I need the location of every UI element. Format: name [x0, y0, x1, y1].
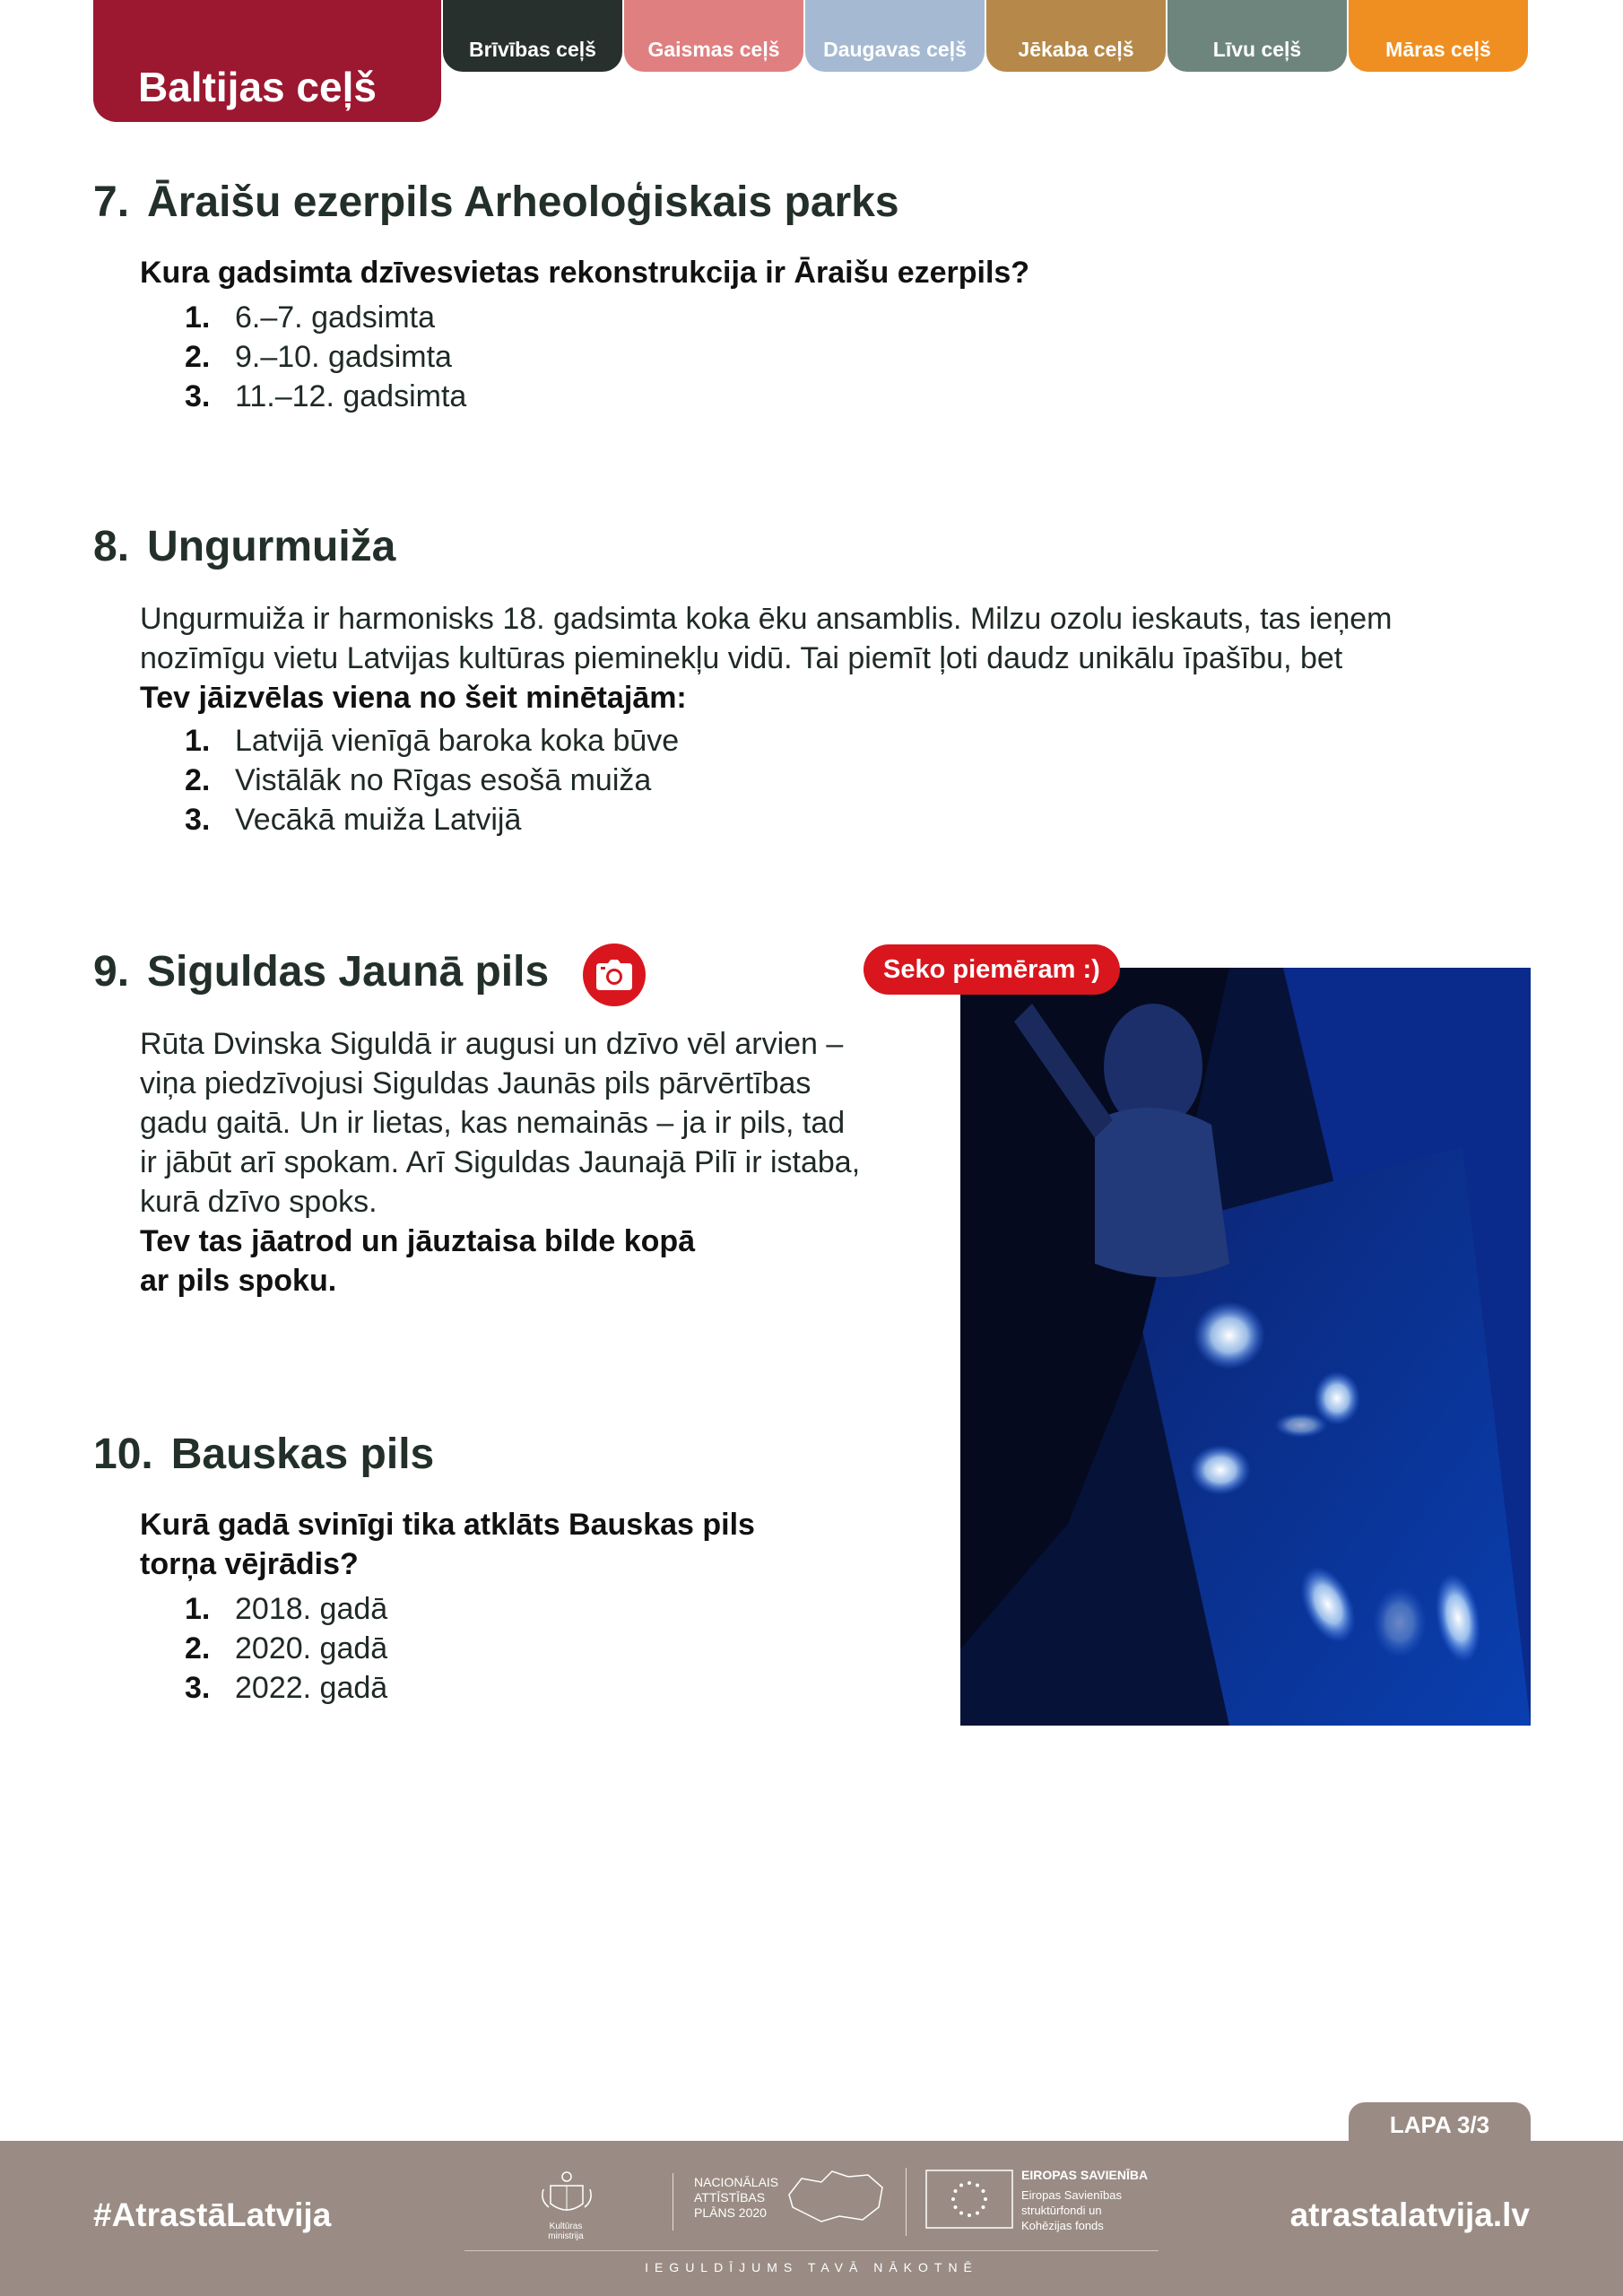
option-number: 2.: [185, 1631, 211, 1665]
section-heading: Bauskas pils: [170, 1431, 435, 1478]
option-number: 1.: [185, 1592, 211, 1626]
text-line: gadu gaitā. Un ir lietas, kas nemainās – ja ir pils, tad: [140, 1106, 846, 1140]
nap-line: PLĀNS 2020: [694, 2205, 767, 2220]
instruction-text: Tev tas jāatrod un jāuztaisa bilde kopā: [140, 1224, 696, 1258]
camera-icon: [583, 944, 646, 1006]
section-heading: Siguldas Jaunā pils: [147, 948, 550, 996]
investment-slogan: IEGULDĪJUMS TAVĀ NĀKOTNĒ: [464, 2250, 1159, 2274]
eu-title: EIROPAS SAVIENĪBA: [1021, 2168, 1149, 2182]
option-item: [185, 761, 679, 800]
route-tab-gaismas[interactable]: Gaismas ceļš: [624, 0, 803, 72]
section-number: 9.: [93, 948, 130, 996]
option-item: [185, 337, 466, 377]
question-line: Kurā gadā svinīgi tika atklāts Bauskas pils: [140, 1508, 755, 1542]
section-10-title: [93, 1430, 434, 1479]
eu-flag-icon: [925, 2170, 1013, 2229]
route-tab-livu[interactable]: Līvu ceļš: [1167, 0, 1347, 72]
footer: [0, 2141, 1623, 2296]
option-item: [185, 298, 466, 337]
section-number: 7.: [93, 178, 130, 226]
option-number: 1.: [185, 300, 211, 335]
route-tab-brivibas[interactable]: Brīvības ceļš: [443, 0, 622, 72]
option-item: [185, 377, 466, 416]
ghost-room-photo: [960, 968, 1531, 1726]
text-line: Rūta Dvinska Siguldā ir augusi un dzīvo vēl arvien –: [140, 1027, 844, 1061]
option-item: [185, 800, 679, 839]
section-heading: Ungurmuiža: [147, 523, 396, 570]
option-number: 3.: [185, 803, 211, 837]
nap-line: ATTĪSTĪBAS: [694, 2190, 766, 2205]
question-line: torņa vējrādis?: [140, 1547, 359, 1581]
option-text: 9.–10. gadsimta: [235, 340, 452, 374]
option-number: 2.: [185, 340, 211, 374]
text-line: viņa piedzīvojusi Siguldas Jaunās pils pārvērtības: [140, 1066, 812, 1100]
ministry-label: Kultūras ministrija: [548, 2222, 584, 2241]
section-7-question: Kura gadsimta dzīvesvietas rekonstrukcija ir Āraišu ezerpils?: [140, 256, 1030, 290]
instruction-text: Tev jāizvēlas viena no šeit minētajām:: [140, 681, 687, 715]
option-text: 2018. gadā: [235, 1592, 388, 1626]
ministry-coat-of-arms-icon: [538, 2170, 595, 2220]
text-line: nozīmīgu vietu Latvijas kultūras pieminekļu vidū. Tai piemīt ļoti daudz unikālu īpašību, bet: [140, 641, 1343, 675]
website-link[interactable]: atrastalatvija.lv: [1289, 2196, 1530, 2233]
option-item: [185, 1589, 387, 1629]
route-tab-maras[interactable]: Māras ceļš: [1349, 0, 1528, 72]
section-9-title: [93, 947, 549, 996]
eu-funds-text: [1021, 2187, 1122, 2233]
logo-divider: [906, 2168, 907, 2236]
route-tab-jekaba[interactable]: Jēkaba ceļš: [986, 0, 1166, 72]
option-text: Vecākā muiža Latvijā: [235, 803, 522, 837]
text-line: ir jābūt arī spokam. Arī Siguldas Jaunajā Pilī ir istaba,: [140, 1145, 861, 1179]
section-9-text: [140, 1024, 860, 1300]
section-7-options: [185, 298, 466, 416]
option-item: [185, 1668, 387, 1708]
page-indicator: LAPA 3/3: [1349, 2102, 1531, 2144]
section-number: 8.: [93, 523, 130, 570]
main-tab-baltijas-cels[interactable]: Baltijas ceļš: [93, 0, 441, 122]
text-line: kurā dzīvo spoks.: [140, 1185, 378, 1219]
option-number: 2.: [185, 763, 211, 797]
eu-line: Eiropas Savienības: [1021, 2188, 1123, 2202]
eu-line: Kohēzijas fonds: [1021, 2219, 1104, 2232]
section-10-question: [140, 1505, 755, 1584]
option-text: 2022. gadā: [235, 1671, 388, 1705]
section-8-title: [93, 522, 395, 571]
nap-line: NACIONĀLAIS: [694, 2175, 779, 2189]
section-8-text: [140, 599, 1393, 718]
hashtag-text: #AtrastāLatvija: [93, 2196, 332, 2233]
section-8-options: [185, 721, 679, 839]
option-text: 2020. gadā: [235, 1631, 388, 1665]
instruction-text: ar pils spoku.: [140, 1264, 337, 1298]
option-text: Vistālāk no Rīgas esošā muiža: [235, 763, 652, 797]
section-heading: Āraišu ezerpils Arheoloģiskais parks: [147, 178, 899, 226]
follow-example-badge: Seko piemēram :): [864, 944, 1120, 995]
option-text: 11.–12. gadsimta: [235, 379, 467, 413]
section-7-title: [93, 178, 899, 227]
option-number: 3.: [185, 379, 211, 413]
section-10-options: [185, 1589, 387, 1708]
latvia-map-icon: [785, 2168, 886, 2225]
option-item: [185, 1629, 387, 1668]
section-number: 10.: [93, 1431, 153, 1478]
text-line: Ungurmuiža ir harmonisks 18. gadsimta koka ēku ansamblis. Milzu ozolu ieskauts, tas ieņem: [140, 602, 1393, 636]
option-number: 3.: [185, 1671, 211, 1705]
route-tab-daugavas[interactable]: Daugavas ceļš: [805, 0, 985, 72]
eu-line: struktūrfondi un: [1021, 2204, 1102, 2217]
option-item: [185, 721, 679, 761]
option-text: Latvijā vienīgā baroka koka būve: [235, 724, 680, 758]
option-number: 1.: [185, 724, 211, 758]
nap-logo-text: [694, 2175, 778, 2221]
option-text: 6.–7. gadsimta: [235, 300, 436, 335]
